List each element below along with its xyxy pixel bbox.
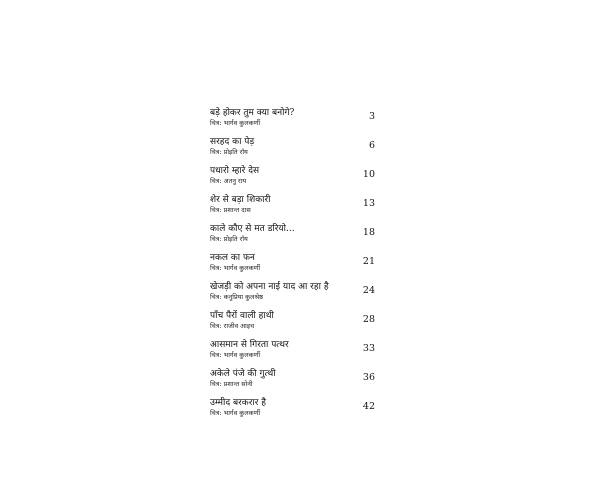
toc-entry-title: उम्मीद बरकरार है [210,398,267,408]
toc-entry-title: खेजड़ी को अपना नाई याद आ रहा है [210,282,329,292]
toc-entry-title: पधारो म्हारे देस [210,166,260,176]
toc-entry-title: शेर से बड़ा शिकारी [210,195,271,205]
toc-entry-title: नकल का फन [210,253,255,263]
toc-entry-illustrator: चित्र: प्रशान्त सोनी [210,380,253,388]
toc-entry-page-number: 10 [362,169,375,180]
toc-entry[interactable] [210,137,375,164]
toc-entry-illustrator: चित्र: भार्गव कुलकर्णी [210,351,261,359]
toc-entry-page-number: 33 [362,343,375,354]
toc-entry-illustrator: चित्र: भार्गव कुलकर्णी [210,409,261,417]
toc-entry-illustrator: चित्र: राजीव आइच [210,322,255,330]
toc-entry[interactable] [210,253,375,280]
toc-entry-page-number: 21 [362,256,375,267]
toc-entry-illustrator: चित्र: भार्गव कुलकर्णी [210,264,261,272]
toc-entry-page-number: 13 [362,198,375,209]
toc-entry-illustrator: चित्र: कनुप्रिया कुलश्रेष्ठ [210,293,263,301]
toc-entry-page-number: 3 [368,111,375,122]
toc-entry-illustrator: चित्र: प्रोइति रॉय [210,148,248,156]
toc-entry[interactable] [210,369,375,396]
toc-entry-page-number: 24 [362,285,375,296]
table-of-contents [210,108,375,427]
toc-entry-illustrator: चित्र: अतनु राय [210,177,247,185]
toc-entry[interactable] [210,195,375,222]
toc-entry-title: पाँच पैरों वाली हाथी [210,311,274,321]
toc-entry-page-number: 28 [362,314,375,325]
toc-entry-illustrator: चित्र: भार्गव कुलकर्णी [210,119,261,127]
toc-entry-title: बड़े होकर तुम क्या बनोगे? [210,108,295,118]
toc-entry-title: काले कौए से मत डरियो... [210,224,295,234]
toc-entry-page-number: 6 [368,140,375,151]
toc-entry-page-number: 36 [362,372,375,383]
toc-entry[interactable] [210,108,375,135]
toc-entry-illustrator: चित्र: प्रोइति रॉय [210,235,248,243]
toc-entry[interactable] [210,398,375,425]
toc-entry-title: अकेले पंजे की गुत्थी [210,369,276,379]
toc-entry[interactable] [210,282,375,309]
toc-entry-title: सरहद का पेड़ [210,137,255,147]
toc-entry-page-number: 42 [362,401,375,412]
toc-entry[interactable] [210,224,375,251]
toc-entry[interactable] [210,311,375,338]
toc-entry[interactable] [210,340,375,367]
toc-entry-illustrator: चित्र: प्रशान्त दास [210,206,251,214]
toc-entry-page-number: 18 [362,227,375,238]
toc-entry-title: आसमान से गिरता पत्थर [210,340,289,350]
toc-entry[interactable] [210,166,375,193]
